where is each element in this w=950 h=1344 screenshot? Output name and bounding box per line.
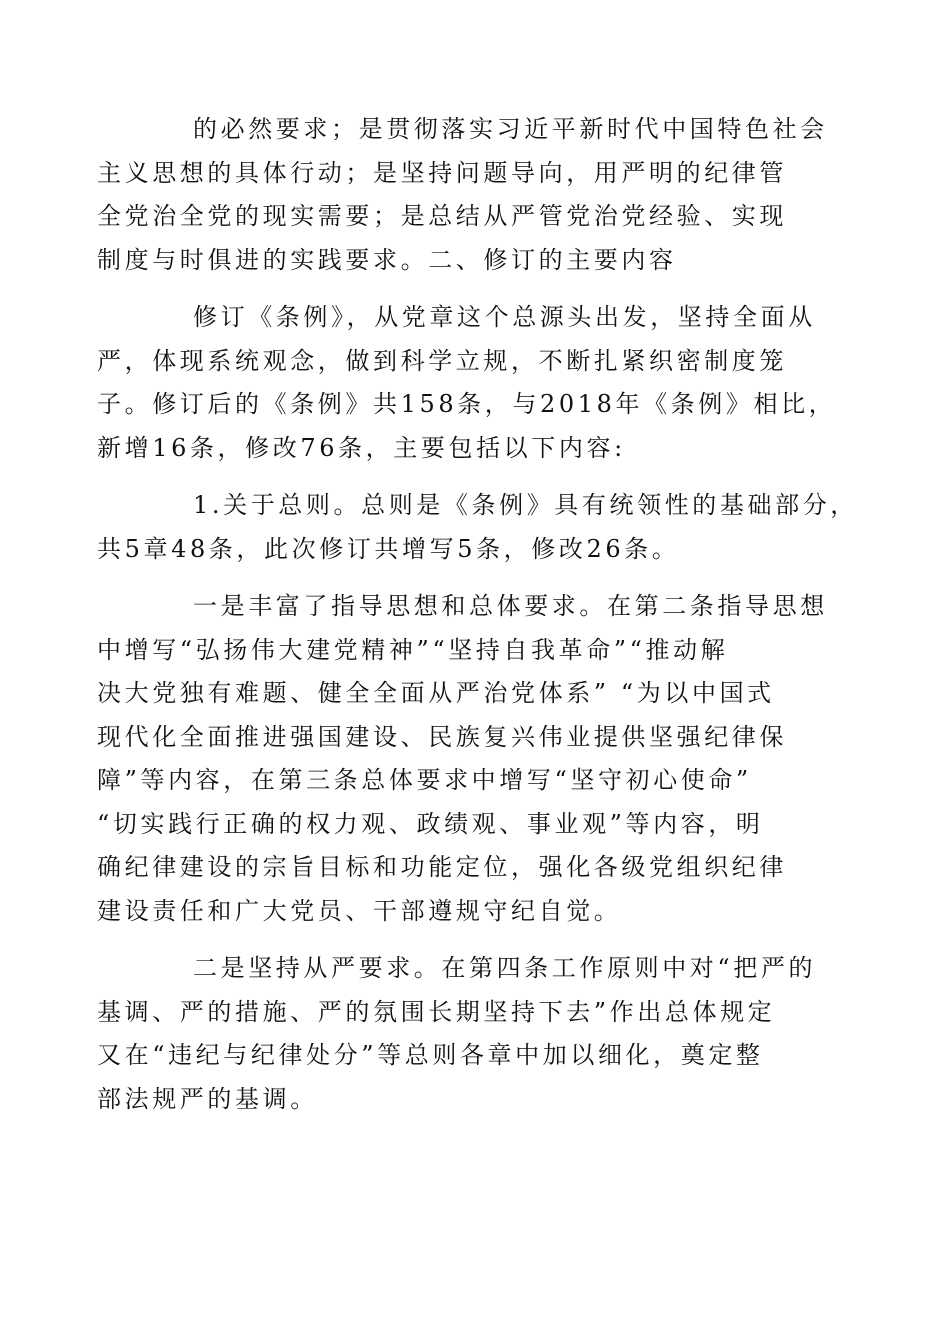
text-line: 又在“违纪与纪律处分”等总则各章中加以细化，奠定整 <box>97 1041 764 1069</box>
text-line: 现代化全面推进强国建设、民族复兴伟业提供坚强纪律保 <box>97 722 787 751</box>
text-line: 建设责任和广大党员、干部遵规守纪自觉。 <box>97 896 622 925</box>
text-line: 障”等内容，在第三条总体要求中增写“坚守初心使命” <box>97 766 752 794</box>
text-line: 制度与时俱进的实践要求。二、修订的主要内容 <box>97 245 677 274</box>
paragraph-general-provisions <box>97 484 858 571</box>
paragraph-continuation <box>97 108 828 282</box>
text-line: 决大党独有难题、健全全面从严治党体系” “为以中国式 <box>97 679 775 707</box>
paragraph-revision-overview <box>97 296 837 470</box>
text-line: 1.关于总则。总则是《条例》具有统领性的基础部分， <box>193 491 858 519</box>
text-line: 确纪律建设的宗旨目标和功能定位，强化各级党组织纪律 <box>97 853 787 881</box>
text-line: 中增写“弘扬伟大建党精神”“坚持自我革命”“推动解 <box>97 635 729 664</box>
text-line: “切实践行正确的权力观、政绩观、事业观”等内容，明 <box>97 809 764 838</box>
text-line: 严，体现系统观念，做到科学立规，不断扎紧织密制度笼 <box>97 346 787 375</box>
text-line: 二是坚持从严要求。在第四条工作原则中对“把严的 <box>193 954 817 982</box>
text-line: 全党治全党的现实需要；是总结从严管党治党经验、实现 <box>97 202 787 230</box>
text-line: 修订《条例》，从党章这个总源头出发，坚持全面从 <box>193 303 816 331</box>
text-line: 一是丰富了指导思想和总体要求。在第二条指导思想 <box>193 592 828 620</box>
text-line: 主义思想的具体行动；是坚持问题导向，用严明的纪律管 <box>97 158 787 187</box>
text-line: 基调、严的措施、严的氛围长期坚持下去”作出总体规定 <box>97 997 776 1026</box>
document-body <box>97 108 858 1121</box>
paragraph-strict-requirements <box>97 947 817 1121</box>
text-line: 子。修订后的《条例》共158条，与2018年《条例》相比， <box>97 390 837 418</box>
text-line: 部法规严的基调。 <box>97 1084 318 1113</box>
text-line: 的必然要求；是贯彻落实习近平新时代中国特色社会 <box>193 115 828 143</box>
text-line: 共5章48条，此次修订共增写5条，修改26条。 <box>97 534 680 563</box>
text-line: 新增16条，修改76条，主要包括以下内容: <box>97 433 626 462</box>
paragraph-guiding-thought <box>97 585 828 933</box>
